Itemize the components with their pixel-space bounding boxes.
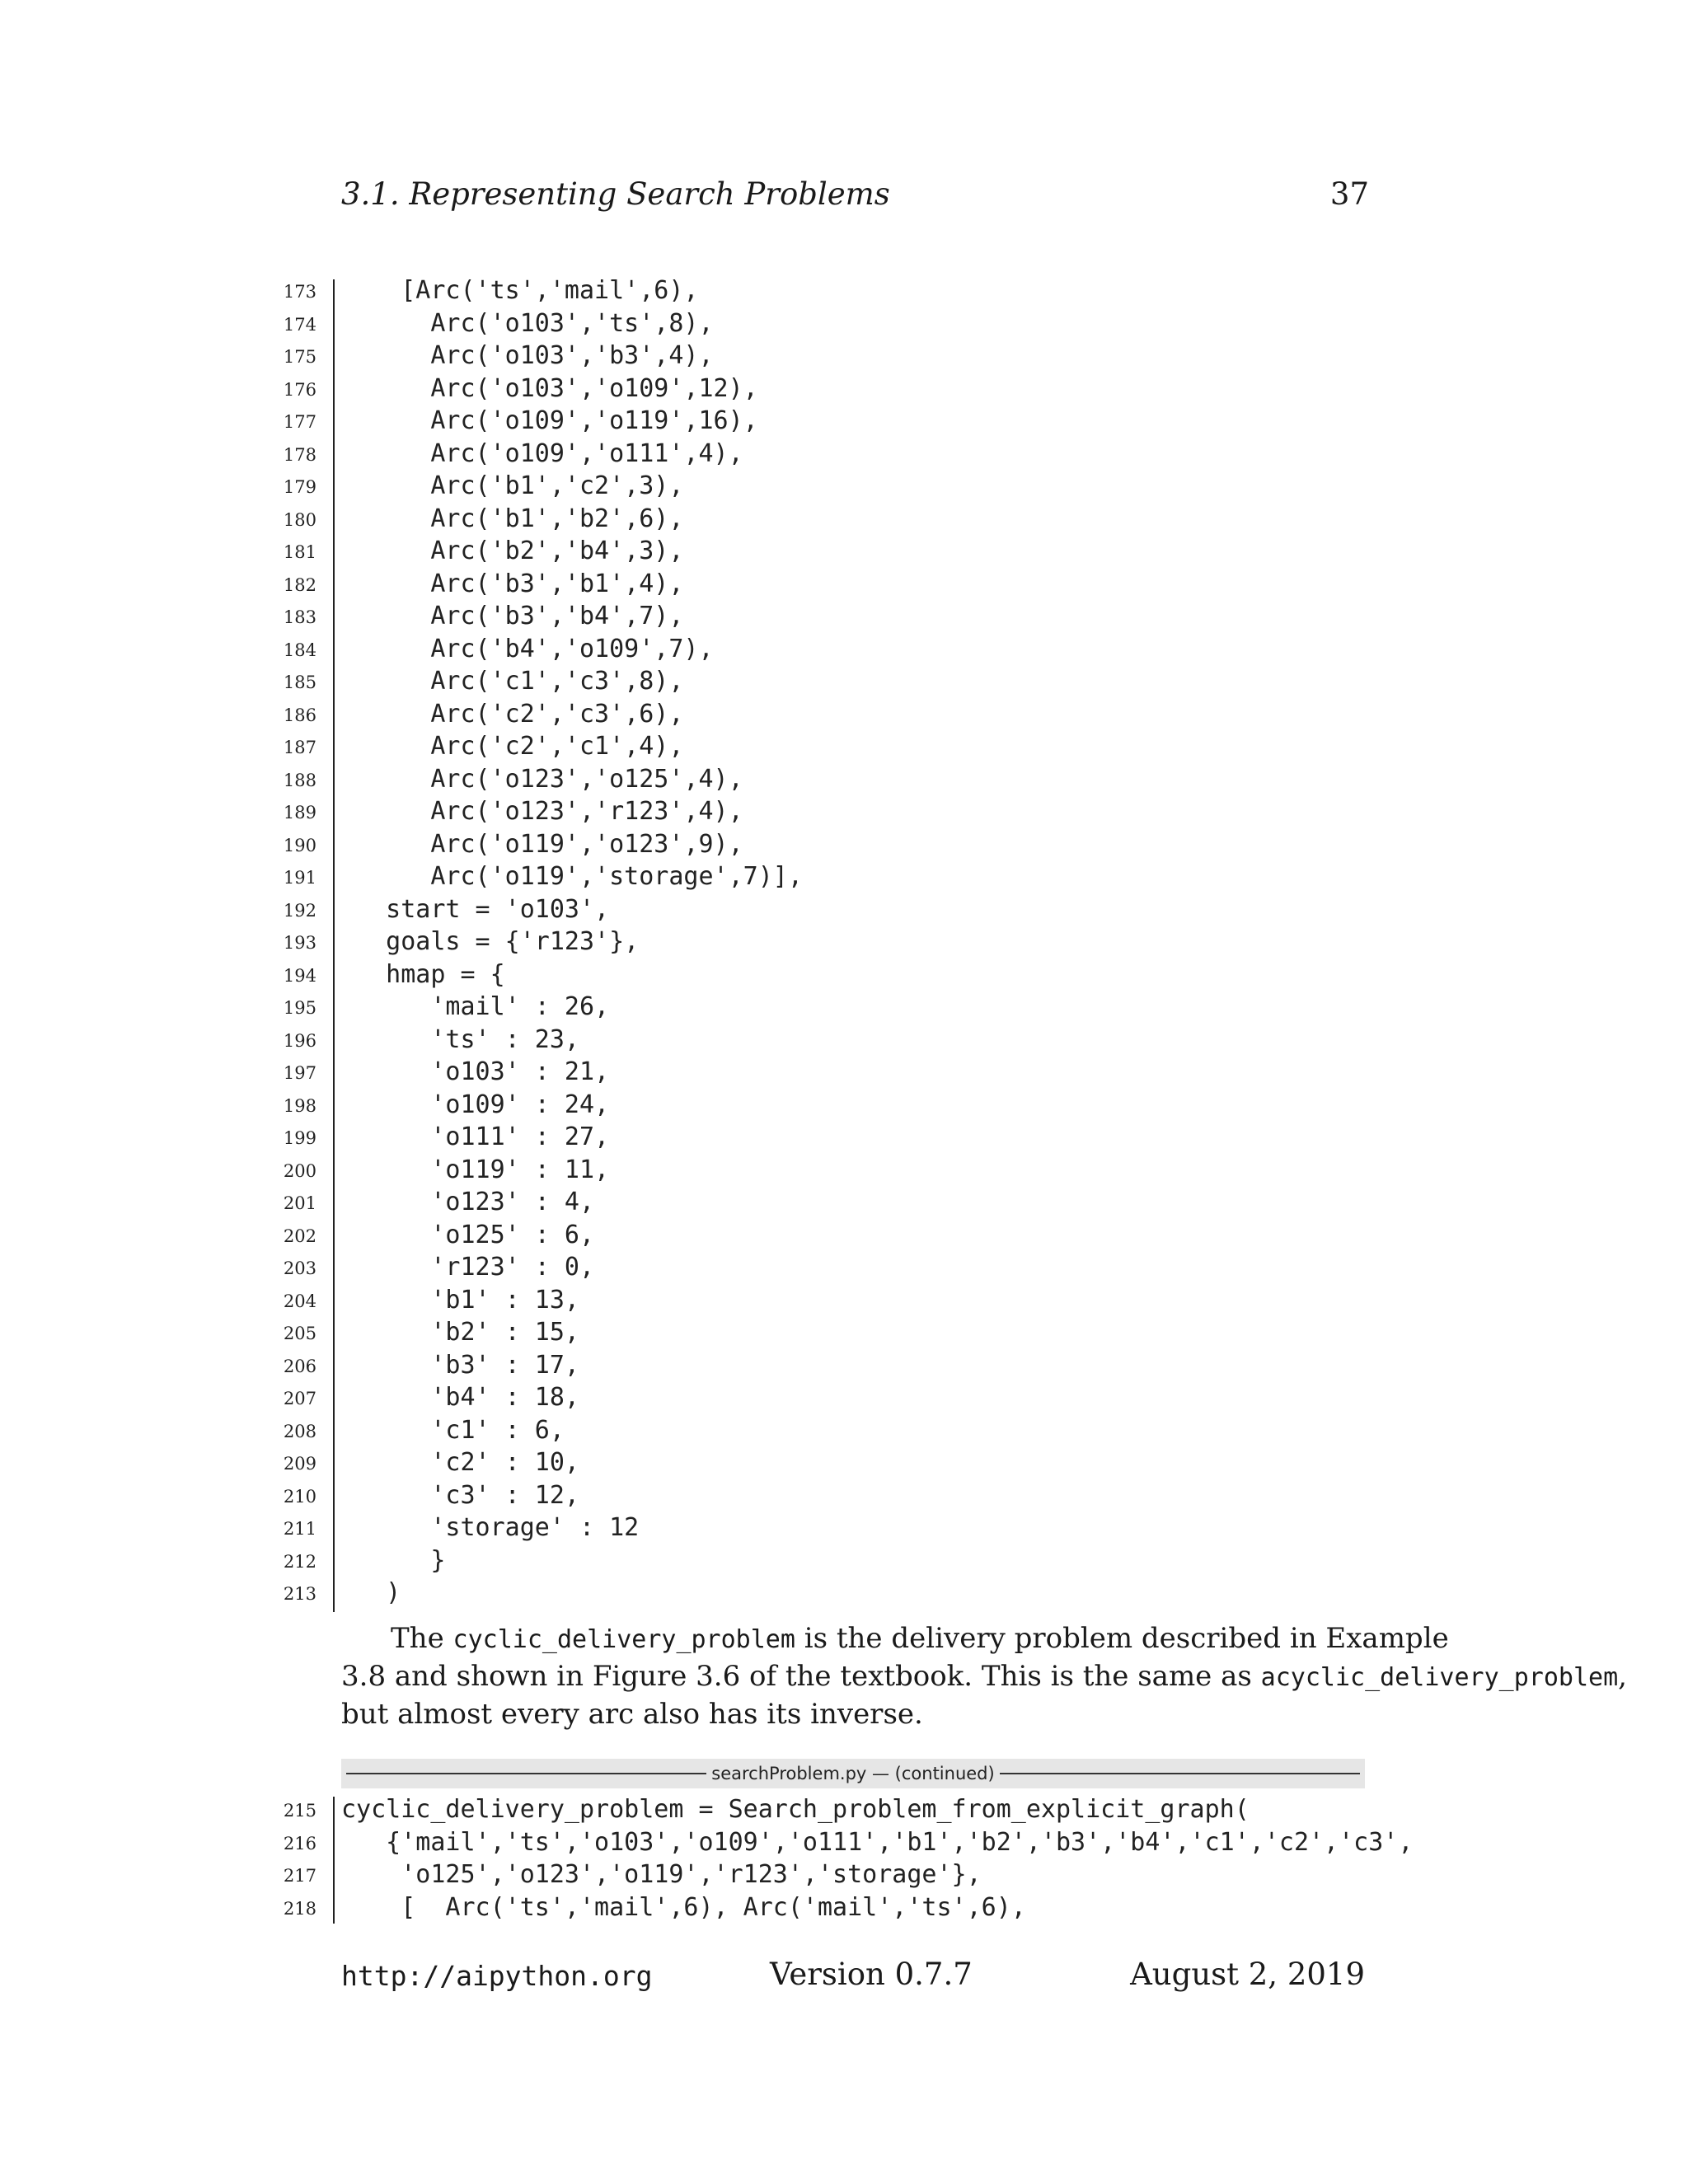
footer-url: http://aipython.org (341, 1960, 653, 1992)
line-number: 212 (283, 1551, 316, 1572)
line-number: 189 (283, 803, 316, 823)
code-text: Arc('o109','o111',4), (341, 438, 743, 468)
line-number: 184 (283, 640, 316, 660)
line-number: 187 (283, 738, 316, 757)
footer-version: Version 0.7.7 (770, 1957, 973, 1992)
code-line (0, 1251, 1688, 1284)
text-span: The (391, 1622, 453, 1655)
line-number: 218 (283, 1898, 316, 1919)
line-number: 192 (283, 900, 316, 921)
line-number: 206 (283, 1356, 316, 1376)
code-line (0, 568, 1688, 601)
code-text: Arc('o109','o119',16), (341, 406, 758, 435)
code-line (0, 438, 1688, 471)
line-number: 209 (283, 1454, 316, 1474)
line-number: 188 (283, 770, 316, 790)
code-line (0, 1349, 1688, 1382)
banner-rule-left (346, 1773, 706, 1774)
paragraph-line-3: but almost every arc also has its inverse. (341, 1698, 923, 1731)
line-number: 208 (283, 1421, 316, 1441)
line-number: 211 (283, 1519, 316, 1539)
inline-code: cyclic_delivery_problem (452, 1625, 795, 1654)
code-text: 'r123' : 0, (341, 1253, 595, 1282)
code-listing (0, 1793, 1688, 1933)
code-line (0, 503, 1688, 536)
paragraph-line-2 (341, 1658, 1627, 1696)
code-line (0, 893, 1688, 926)
line-number: 202 (283, 1226, 316, 1246)
code-line (0, 698, 1688, 731)
page-number: 37 (1329, 176, 1369, 212)
code-text: 'o125' : 6, (341, 1220, 595, 1249)
code-text: {'mail','ts','o103','o109','o111','b1','b2','b3','b4','c1','c2','c3', (341, 1827, 1414, 1857)
section-title: 3.1. Representing Search Problems (341, 176, 890, 212)
code-text: [ Arc('ts','mail',6), Arc('mail','ts',6), (341, 1892, 1026, 1922)
line-number: 216 (283, 1833, 316, 1854)
code-line (0, 1381, 1688, 1414)
code-text: 'o123' : 4, (341, 1188, 595, 1216)
code-line (0, 991, 1688, 1024)
code-line (0, 1793, 1688, 1826)
inline-code: acyclic_delivery_problem (1260, 1663, 1619, 1692)
code-line (0, 373, 1688, 405)
line-number: 204 (283, 1291, 316, 1311)
footer-date: August 2, 2019 (1130, 1957, 1365, 1992)
code-text: Arc('o119','storage',7)], (341, 862, 803, 891)
code-line (0, 307, 1688, 340)
code-text: 'o103' : 21, (341, 1057, 610, 1086)
code-line (0, 1479, 1688, 1512)
line-number: 215 (283, 1801, 316, 1821)
code-line (0, 1056, 1688, 1089)
line-number: 200 (283, 1160, 316, 1181)
code-text: start = 'o103', (341, 894, 610, 924)
code-line (0, 730, 1688, 763)
code-line (0, 1186, 1688, 1219)
code-line (0, 1089, 1688, 1122)
line-number: 182 (283, 574, 316, 595)
code-line (0, 1858, 1688, 1891)
code-text: 'b2' : 15, (341, 1318, 579, 1347)
code-text: Arc('o119','o123',9), (341, 829, 743, 859)
line-number: 181 (283, 542, 316, 562)
code-text: 'mail' : 26, (341, 992, 610, 1021)
banner-rule-right (1000, 1773, 1360, 1774)
code-text: 'b3' : 17, (341, 1350, 579, 1380)
code-text: Arc('o103','ts',8), (341, 308, 714, 338)
code-text: Arc('o103','o109',12), (341, 373, 758, 403)
line-number: 196 (283, 1030, 316, 1051)
code-text: [Arc('ts','mail',6), (341, 276, 699, 305)
code-line (0, 1316, 1688, 1349)
code-text: 'c1' : 6, (341, 1415, 565, 1445)
code-line (0, 274, 1688, 307)
code-line (0, 405, 1688, 438)
paragraph-line-1 (341, 1620, 1449, 1658)
code-line (0, 926, 1688, 958)
line-number: 173 (283, 282, 316, 302)
code-text: cyclic_delivery_problem = Search_problem_from_explicit_graph( (341, 1795, 1250, 1824)
line-number: 194 (283, 965, 316, 986)
code-text: Arc('b1','c2',3), (341, 471, 684, 500)
code-text: 'c2' : 10, (341, 1448, 579, 1477)
code-line (0, 860, 1688, 893)
line-number: 177 (283, 412, 316, 432)
code-text: 'o125','o123','o119','r123','storage'}, (341, 1860, 982, 1889)
line-number: 203 (283, 1258, 316, 1278)
code-text: Arc('o123','o125',4), (341, 764, 743, 794)
code-text: Arc('o103','b3',4), (341, 341, 714, 370)
line-number: 183 (283, 607, 316, 627)
line-number: 185 (283, 673, 316, 692)
code-line (0, 1154, 1688, 1187)
code-line (0, 958, 1688, 991)
code-text: Arc('c1','c3',8), (341, 667, 684, 696)
code-text: Arc('b3','b1',4), (341, 569, 684, 598)
code-line (0, 600, 1688, 633)
code-line (0, 1826, 1688, 1859)
text-span: , (1618, 1660, 1627, 1693)
line-number: 175 (283, 347, 316, 367)
line-number: 186 (283, 705, 316, 725)
code-line (0, 470, 1688, 503)
line-number: 199 (283, 1128, 316, 1148)
line-number: 178 (283, 444, 316, 465)
code-line (0, 795, 1688, 828)
line-number: 176 (283, 379, 316, 400)
code-line (0, 1446, 1688, 1479)
code-line (0, 633, 1688, 666)
line-number: 179 (283, 477, 316, 497)
file-banner-label: searchProblem.py — (continued) (711, 1764, 995, 1783)
line-number: 210 (283, 1486, 316, 1507)
code-text: Arc('c2','c1',4), (341, 732, 684, 761)
line-number: 174 (283, 314, 316, 335)
code-text: Arc('b3','b4',7), (341, 602, 684, 630)
code-text: hmap = { (341, 959, 505, 989)
line-number: 205 (283, 1324, 316, 1343)
line-number: 180 (283, 509, 316, 530)
code-line (0, 828, 1688, 861)
code-line (0, 1577, 1688, 1610)
code-line (0, 1414, 1688, 1447)
code-text: Arc('b1','b2',6), (341, 504, 684, 533)
code-line (0, 763, 1688, 796)
line-number: 193 (283, 933, 316, 953)
code-text: 'ts' : 23, (341, 1024, 579, 1054)
code-line (0, 1284, 1688, 1317)
code-text: Arc('c2','c3',6), (341, 699, 684, 729)
code-listing (0, 274, 1688, 1626)
file-banner (341, 1759, 1365, 1788)
code-line (0, 1219, 1688, 1252)
code-line (0, 1511, 1688, 1544)
code-line (0, 535, 1688, 568)
code-line (0, 1544, 1688, 1577)
code-line (0, 1024, 1688, 1057)
body-paragraph (341, 1620, 1627, 1733)
code-text: Arc('b4','o109',7), (341, 634, 714, 663)
text-span: 3.8 and shown in Figure 3.6 of the textbook. This is the same as (341, 1660, 1261, 1693)
code-text: 'o119' : 11, (341, 1155, 610, 1184)
code-text: } (341, 1545, 446, 1575)
text-span: is the delivery problem described in Example (795, 1622, 1449, 1655)
code-text: 'o111' : 27, (341, 1122, 610, 1151)
code-text: 'o109' : 24, (341, 1090, 610, 1119)
code-text: 'c3' : 12, (341, 1480, 579, 1510)
code-text: ) (341, 1578, 401, 1607)
line-number: 201 (283, 1193, 316, 1213)
line-number: 217 (283, 1866, 316, 1886)
code-text: goals = {'r123'}, (341, 927, 640, 956)
line-number: 195 (283, 998, 316, 1018)
code-line (0, 1891, 1688, 1924)
code-line (0, 1121, 1688, 1154)
code-text: Arc('o123','r123',4), (341, 797, 743, 826)
line-number: 198 (283, 1095, 316, 1116)
code-line (0, 665, 1688, 698)
code-text: Arc('b2','b4',3), (341, 537, 684, 565)
code-text: 'b4' : 18, (341, 1383, 579, 1412)
line-number: 207 (283, 1389, 316, 1408)
code-line (0, 340, 1688, 373)
code-text: 'storage' : 12 (341, 1513, 640, 1542)
line-number: 191 (283, 868, 316, 888)
line-number: 190 (283, 835, 316, 855)
line-number: 213 (283, 1584, 316, 1604)
code-text: 'b1' : 13, (341, 1285, 579, 1315)
line-number: 197 (283, 1063, 316, 1083)
